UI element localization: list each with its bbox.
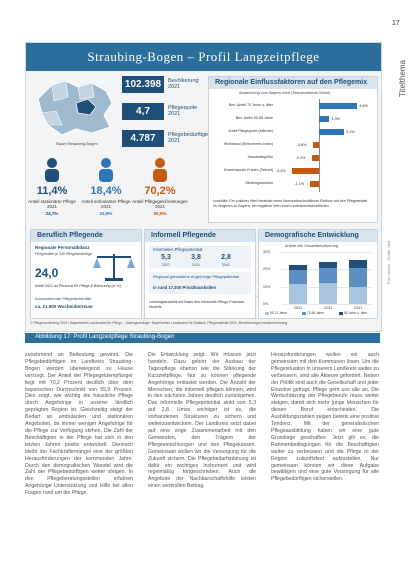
demography-bar-segment <box>289 270 307 284</box>
informal-year-2031: 2031 <box>192 263 200 267</box>
informal-carers-panel <box>144 229 256 319</box>
figure-caption: Abbildung 17: Profil Langzeitpflege Straubing-Bogen <box>35 334 175 340</box>
factor-bar <box>292 168 319 174</box>
care-rate-label: Pflegequote 2021 <box>168 105 198 117</box>
x-tick: 2041 <box>353 306 363 310</box>
demography-bar-segment <box>349 287 367 304</box>
regional-balance-sub: Pflegekräfte je 100 Pflegebedürftige <box>35 252 93 256</box>
share-cash: 70,2% <box>144 185 176 197</box>
professional-carers-title: Beruflich Pflegende <box>31 230 141 242</box>
share-stationary-bavaria: 24,7% <box>45 211 59 216</box>
person-icon <box>94 157 118 183</box>
informal-value-2021: 5,3 <box>161 254 171 261</box>
factor-value: -3,4% <box>275 169 286 173</box>
regional-factors-subtitle: Abweichung vom Bayern-Wert (Standardisierte Werte) <box>239 91 331 95</box>
factor-bar <box>312 155 319 161</box>
share-cash-bavaria: 55,9% <box>153 211 167 216</box>
person-icon <box>148 157 172 183</box>
share-ambulant-bavaria: 24,9% <box>99 211 113 216</box>
factor-value: 1,3% <box>331 117 341 121</box>
informal-year-2041: 2041 <box>222 263 230 267</box>
factor-value: -0,9% <box>295 156 306 160</box>
share-cash-label: Anteil Pflegegeld-leistungen 2021 <box>132 199 188 209</box>
apprentices-label: Auszubildende Pflegefachkräfte <box>35 296 92 301</box>
informal-sub1: Regional gebundene Angehörige Pflegepotential <box>153 274 239 279</box>
care-needy-label: Pflegebedürftige 2021 <box>168 132 209 144</box>
factor-label: Anteil Pflegequote (Männer) <box>228 129 273 133</box>
care-needy-value: 4.787 <box>122 130 164 147</box>
demography-title: Demografische Entwicklung <box>259 230 377 242</box>
regional-factors-title: Regionale Einflussfaktoren auf den Pflegemix <box>209 77 377 89</box>
poster-title: Straubing-Bogen – Profil Langzeitpflege <box>87 49 320 64</box>
factor-label: Erwerbsquote Frauen (Teilzeit) <box>224 168 273 172</box>
balance-scale-icon <box>93 250 135 282</box>
demography-subtitle: Anteile am Gesamtbevölkerung <box>285 244 338 248</box>
regional-factors-panel <box>208 76 378 223</box>
body-column-1: zunehmend an Bedeutung gewinnt. Die Pflegebedürftigen im Landkreis Straubing-Bogen werden überwiegend zu Hause versorgt. Der Anteil der Pflegegeldempfänger liegt mit 70,2 Prozent deutlich über dem bayerischen Durchschnitt von 55,9 Prozent. Dies zeigt, wie wichtig die häusliche Pflege durch Angehörige in unserer ländlich geprägten Region ist. Gleichzeitig steigt der Bedarf an ambulanten und stationären Angeboten, da immer weniger Angehörige für die Pflege zur Verfügung stehen. Die Zahl der Beschäftigten in der Pflege hat sich in den letzten Jahren positiv entwickelt. Dennoch bleibt der Fachkräftemangel eine der größten Herausforderungen der kommenden Jahre. Durch den demografischen Wandel wird die Zahl der Pflegebedürftigen weiter steigen. In den Pflegeberatungsstellen erfahren Angehörige Unterstützung und Hilfe bei allen Fragen rund um die Pflege. <box>25 352 133 497</box>
region-map <box>32 77 118 139</box>
regional-balance-value: 24,0 <box>35 266 59 280</box>
apprentices-value: ca. 21.900 Wochenbetreuer <box>35 304 93 309</box>
share-stationary-label: Anteil stationärer Pflege 2021 <box>28 199 76 209</box>
poster-banner <box>26 43 381 71</box>
demography-bar-segment <box>349 268 367 287</box>
factor-value: -1,1% <box>294 182 305 186</box>
factor-bar <box>319 116 329 122</box>
factor-label: Siedlungsstruktur <box>245 181 273 185</box>
informal-footnote: Leistungsausweis auf Basis des Informelle-Pflege-Potenzial-Modells <box>149 300 246 309</box>
figure-caption-bar <box>25 333 380 343</box>
demography-bar-segment <box>319 283 337 304</box>
legend-label: 65-74 Jahre <box>270 311 288 315</box>
informal-year-2021: 2021 <box>162 263 170 267</box>
care-rate-value: 4,7 <box>122 103 164 120</box>
demography-bar-segment <box>289 265 307 270</box>
infographic-poster <box>25 42 382 332</box>
y-tick: 10% <box>263 284 271 289</box>
page-number: 17 <box>392 20 400 27</box>
poster-footnote: © Pflegemonitoring 2023 / Bayerisches Landesamt für Pflege – Datengrundlage: Bayerisches Landesamt für Statistik, Pflegestatistik 2021; Bevölkerungsvorausberechnung <box>30 321 288 325</box>
side-credit: Foto: privat · Grafik: MdL <box>386 240 391 285</box>
informal-value-2031: 3,8 <box>191 254 201 261</box>
factor-value: -0,8% <box>296 143 307 147</box>
population-value: 102.398 <box>122 76 164 93</box>
x-tick: 2021 <box>293 306 303 310</box>
share-ambulant-label: Anteil ambulanter Pflege 2021 <box>81 199 131 209</box>
legend-label: 75-84 Jahre <box>307 311 325 315</box>
regional-balance-label: Regionale Personalbilanz <box>35 245 90 250</box>
map-note: Raum Straubing-Bogen <box>56 141 98 146</box>
factor-bar <box>319 103 357 109</box>
gridline <box>281 304 373 305</box>
zero-axis <box>319 99 320 192</box>
factor-bar <box>319 129 344 135</box>
factor-value: 4,8% <box>359 104 369 108</box>
share-ambulant: 18,4% <box>90 185 122 197</box>
legend-swatch <box>302 312 306 315</box>
population-label: Bevölkerung 2021 <box>168 78 199 90</box>
demography-bar-segment <box>289 284 307 304</box>
factor-value: 3,1% <box>345 130 355 134</box>
informal-sub2: in rund 17.200 Privathaushalten <box>153 285 217 290</box>
demography-bar-segment <box>319 268 337 284</box>
legend-swatch <box>265 312 269 315</box>
professional-carers-panel <box>30 229 142 319</box>
regional-factors-note: Lesehilfe: Ein positiver Wert bedeutet einen überdurchschnittlichen Einfluss auf den Pflegebedarf im Vergleich zu Bayern; ein negativer Wert einen unterdurchschnittlichen. <box>213 199 368 208</box>
x-tick: 2031 <box>323 306 333 310</box>
informal-value-2041: 2,8 <box>221 254 231 261</box>
demography-bar-segment <box>349 260 367 268</box>
legend-label: 85 Jahre u. älter <box>344 311 368 315</box>
side-section-title: Titelthema <box>398 60 407 98</box>
person-icon <box>40 157 64 183</box>
factor-label: Wohlstand (Einkommen-Index) <box>223 142 273 146</box>
informal-potential-label: Informelles Pflegepotential <box>153 247 203 252</box>
informal-carers-title: Informell Pflegende <box>145 230 255 242</box>
factor-bar <box>313 142 319 148</box>
gridline <box>281 252 373 253</box>
demography-bar-segment <box>319 262 337 268</box>
y-tick: 30% <box>263 250 271 254</box>
body-column-3: Herausforderungen wollen wir auch gemeinsam mit den Kommunen lösen. Um die Pflegesituation in unserem Landkreis weiter zu verbessern, sind alle Akteure gefordert. Neben der Politik sind auch die Gesellschaft und jeder Einzelne gefragt. Pflege geht uns alle an. Die Wertschätzung der Pflegeberufe muss weiter steigen, damit sich mehr junge Menschen für diesen Beruf entscheiden. Die Ausbildungszahlen zeigen bereits eine positive Tendenz. Mit der generalistischen Pflegeausbildung haben wir eine gute Grundlage geschaffen. Jetzt gilt es, die Rahmenbedingungen für die Beschäftigten weiter zu verbessern und die Pflege in der Region zukunftsfest aufzustellen. Nur gemeinsam können wir diese Aufgabe bewältigen und eine gute Versorgung für alle Pflegebedürftigen sicherstellen. <box>271 352 379 483</box>
factor-label: Bev.-Anteil 50-65 Jahre <box>235 116 273 120</box>
share-stationary: 11,4% <box>36 185 68 197</box>
demography-panel <box>258 229 378 319</box>
professional-note: Anteil 2021 an Personal für Pflege & Betreuung (in %) <box>35 284 121 288</box>
body-column-2: Die Entwicklung zeigt: Wir müssen jetzt handeln. Dazu gehört der Ausbau der Tagespflege ebenso wie die Stärkung der Kurzzeitpflege. Nur so können pflegende Angehörige entlastet werden. Die Anzahl der Menschen, die informell pflegen können, wird in den nächsten Jahren deutlich zurückgehen. Das informelle Pflegepotential sinkt von 5,3 auf 2,8. Umso wichtiger ist es, die vorhandenen Strukturen zu sichern und weiterzuentwickeln. Der Landkreis setzt dabei auf eine enge Zusammenarbeit mit den Gemeinden, den Trägern der Pflegeeinrichtungen und den Pflegekassen. Gemeinsam wollen wir die Versorgung für die Zukunft sichern. Die Pflegebedarfsplanung ist dafür ein wichtiges Instrument und wird regelmäßig fortgeschrieben. Auch die Angebote der Nachbarschaftshilfe leisten einen wertvollen Beitrag. <box>148 352 256 490</box>
legend-swatch <box>339 312 343 315</box>
factor-label: Haushaltsgröße <box>247 155 273 159</box>
factor-label: Bev.-Anteil 75 Jahre u. älter <box>228 103 273 107</box>
y-tick: 0% <box>263 302 269 306</box>
factor-bar <box>310 181 319 187</box>
y-tick: 20% <box>263 267 271 272</box>
